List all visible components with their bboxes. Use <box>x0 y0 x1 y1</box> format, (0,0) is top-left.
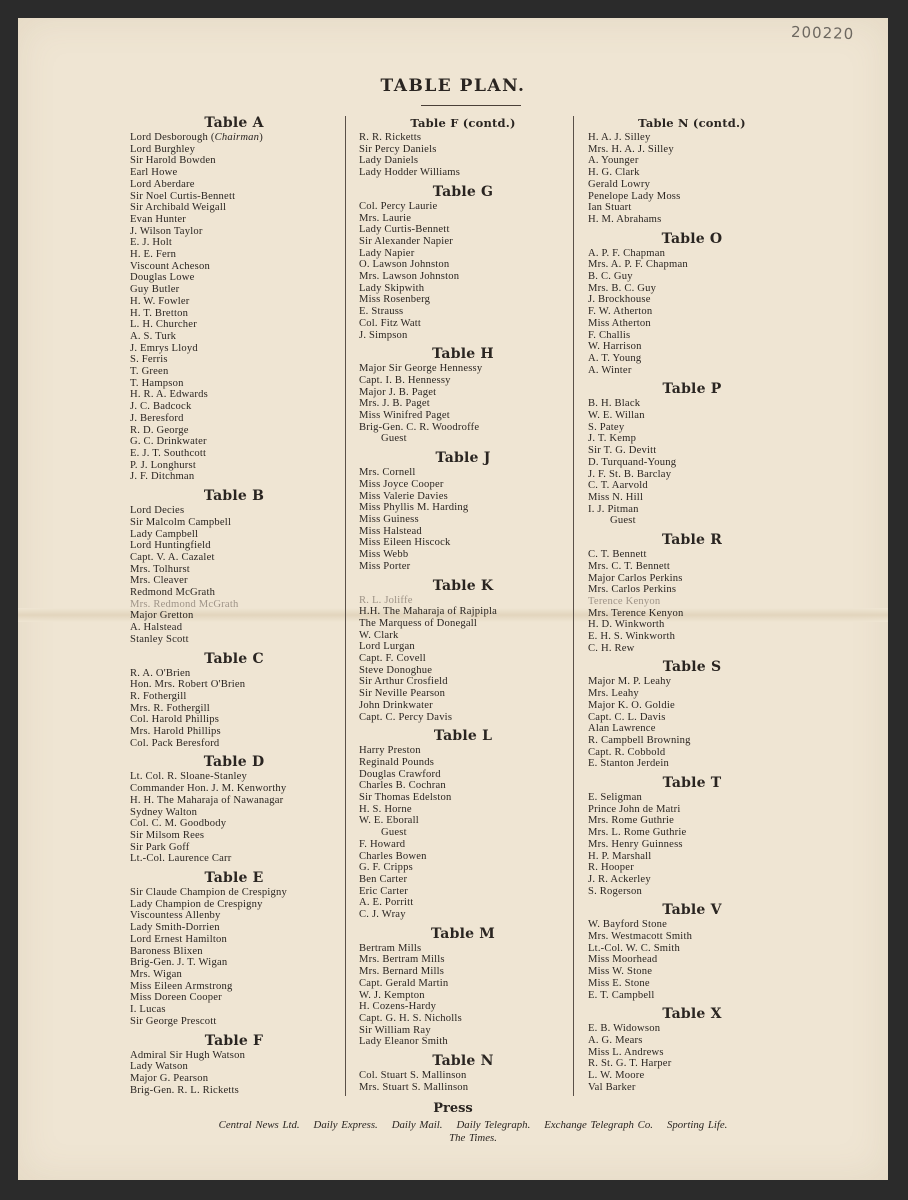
guest-name: Col. C. M. Goodbody <box>130 818 227 830</box>
guest-name: Mrs. R. Fothergill <box>130 702 210 714</box>
guest-name: H. M. Abrahams <box>588 213 662 225</box>
table-heading: Table J <box>435 450 491 467</box>
table-block-table-c <box>130 651 338 750</box>
guest-name: Lady Smith-Dorrien <box>130 922 220 934</box>
guest-name: Ben Carter <box>359 873 408 885</box>
guest-name: I. J. Pitman <box>588 503 639 515</box>
guest-name: Sir Archibald Weigall <box>130 202 227 214</box>
guest-name: Miss W. Stone <box>588 966 653 978</box>
guest-name: Mrs. B. C. Guy <box>588 282 657 294</box>
guest-name: Major K. O. Goldie <box>588 699 675 711</box>
guest-name: Mrs. Cleaver <box>130 575 188 587</box>
table-heading: Table V <box>662 902 722 919</box>
guest-name: Capt. C. L. Davis <box>588 711 666 723</box>
table-block-table-v <box>588 902 796 1001</box>
guest-name: Mrs. Bernard Mills <box>359 966 445 978</box>
guest-name: Capt. C. Percy Davis <box>359 711 453 723</box>
table-heading: Table O <box>661 230 723 247</box>
guest-name: J. R. Ackerley <box>588 873 651 885</box>
guest-name: R. A. O'Brien <box>130 667 191 679</box>
column-1 <box>130 115 338 1096</box>
guest-name: Lady Skipwith <box>359 282 425 294</box>
guest-name: Sir Alexander Napier <box>359 235 454 247</box>
guest-name: E. H. S. Winkworth <box>588 631 676 643</box>
guest-name: H. P. Marshall <box>588 850 652 862</box>
guest-name: A. Winter <box>588 364 632 376</box>
guest-name: Reginald Pounds <box>359 756 435 768</box>
guest-name: Sir Malcolm Campbell <box>130 516 232 528</box>
guest-name: Gerald Lowry <box>588 178 651 190</box>
guest-name: Sir Claude Champion de Crespigny <box>130 887 288 899</box>
guest-name: Alan Lawrence <box>588 723 656 735</box>
guest-name: J. T. Kemp <box>588 433 637 445</box>
guest-name: D. Turquand-Young <box>588 456 677 468</box>
guest-name: Mrs. J. B. Paget <box>359 398 430 410</box>
table-block-table-d <box>130 754 338 865</box>
guest-name: Miss E. Stone <box>588 977 650 989</box>
guest-name: Col. Stuart S. Mallinson <box>359 1070 467 1082</box>
guest-name: P. J. Longhurst <box>130 459 196 471</box>
guest-name: L. H. Churcher <box>130 319 197 331</box>
guest-name: L. W. Moore <box>588 1070 645 1082</box>
guest-name: C. T. Aarvold <box>588 480 648 492</box>
guest-name: R. Fothergill <box>130 690 187 702</box>
table-heading: Table E <box>204 870 264 887</box>
guest-name: Penelope Lady Moss <box>588 190 681 202</box>
press-outlet: Daily Telegraph. <box>456 1119 531 1131</box>
guest-name: J. Emrys Lloyd <box>130 342 198 354</box>
guest-name: Lord Desborough (Chairman) <box>130 132 263 143</box>
guest-name: Miss Moorhead <box>588 954 658 966</box>
guest-name: Miss Winifred Paget <box>359 410 450 422</box>
table-block-table-p <box>588 381 796 527</box>
guest-name: Capt. R. Cobbold <box>588 746 666 758</box>
guest-name: A. P. F. Chapman <box>588 247 666 259</box>
guest-name: Capt. Gerald Martin <box>359 977 449 989</box>
guest-name: F. Howard <box>359 838 406 850</box>
guest-name: H. E. Fern <box>130 249 177 261</box>
guest-name: Major J. B. Paget <box>359 386 437 398</box>
guest-name: Guest <box>381 827 407 839</box>
guest-name: B. H. Black <box>588 398 641 410</box>
press-outlet: Daily Mail. <box>391 1119 443 1131</box>
guest-name: Mrs. Cornell <box>359 467 416 479</box>
guest-name: Miss Doreen Cooper <box>130 992 222 1004</box>
guest-name: Major G. Pearson <box>130 1072 209 1084</box>
guest-name: Capt. F. Covell <box>359 653 426 665</box>
guest-name: Sir William Ray <box>359 1024 431 1036</box>
table-block-table-r <box>588 532 796 654</box>
guest-name: Miss Rosenberg <box>359 294 431 306</box>
guest-name: Mrs. Bertram Mills <box>359 954 445 966</box>
table-block-table-l <box>359 728 567 921</box>
guest-name: Capt. V. A. Cazalet <box>130 551 215 563</box>
guest-name: The Marquess of Donegall <box>359 617 478 629</box>
guest-name: T. Hampson <box>130 377 184 389</box>
guest-name: S. Patey <box>588 421 625 433</box>
press-outlet: Sporting Life. <box>666 1119 728 1131</box>
guest-name: Mrs. A. P. F. Chapman <box>588 259 688 271</box>
guest-name: Lady Napier <box>359 247 415 259</box>
guest-name: H. G. Clark <box>588 167 640 179</box>
guest-name: Mrs. Laurie <box>359 212 412 224</box>
guest-name: Baroness Blixen <box>130 945 203 957</box>
guest-name: Commander Hon. J. M. Kenworthy <box>130 783 287 795</box>
guest-name: A. Halstead <box>130 622 183 634</box>
guest-name: Sir George Prescott <box>130 1015 217 1027</box>
guest-name: Mrs. Harold Phillips <box>130 726 221 738</box>
guest-name: Viscount Acheson <box>130 260 210 272</box>
guest-name: Mrs. Carlos Perkins <box>588 584 677 596</box>
table-heading: Table F <box>204 1032 264 1049</box>
guest-name: W. Harrison <box>588 341 642 353</box>
guest-name: Mrs. Redmond McGrath <box>130 598 239 610</box>
guest-name: Mrs. L. Rome Guthrie <box>588 827 687 839</box>
guest-name: Col. Harold Phillips <box>130 714 220 726</box>
guest-name: Lady Daniels <box>359 155 419 167</box>
guest-name: Sir Park Goff <box>130 841 190 853</box>
guest-name: Mrs. Tolhurst <box>130 563 190 575</box>
guest-name: Major Carlos Perkins <box>588 572 683 584</box>
table-heading: Table A <box>204 115 264 131</box>
guest-name: Brig-Gen. J. T. Wigan <box>130 957 228 969</box>
guest-name: H. D. Winkworth <box>588 619 665 631</box>
archive-number: 200220 <box>790 22 855 44</box>
guest-name: C. T. Bennett <box>588 549 647 561</box>
guest-name: Douglas Lowe <box>130 272 195 284</box>
guest-name: Miss Eileen Hiscock <box>359 537 451 549</box>
table-block-table-h <box>359 346 567 445</box>
guest-name: Viscountess Allenby <box>130 910 221 922</box>
guest-name: Brig-Gen. R. L. Ricketts <box>130 1084 239 1096</box>
guest-name: Mrs. H. A. J. Silley <box>588 143 674 155</box>
title-underline <box>421 105 521 106</box>
guest-name: Mrs. C. T. Bennett <box>588 560 671 572</box>
guest-name: E. Strauss <box>359 306 404 318</box>
guest-name: Mrs. Henry Guinness <box>588 838 683 850</box>
table-heading: Table T <box>662 775 722 792</box>
guest-name: Miss Eileen Armstrong <box>130 980 233 992</box>
guest-name: R. L. Joliffe <box>359 594 413 606</box>
table-block-table-j <box>359 450 567 572</box>
table-block-table-s <box>588 659 796 770</box>
table-heading: Table R <box>661 532 723 549</box>
table-block-table-b <box>130 488 338 645</box>
table-block-table-e <box>130 870 338 1027</box>
guest-name: John Drinkwater <box>359 699 433 711</box>
guest-name: J. F. St. B. Barclay <box>588 468 672 480</box>
guest-name: Terence Kenyon <box>588 595 661 607</box>
table-block-table-k <box>359 578 567 724</box>
guest-name: Lt.-Col. W. C. Smith <box>588 942 681 954</box>
guest-name: Mrs. Leahy <box>588 688 639 700</box>
guest-name: Capt. I. B. Hennessy <box>359 374 451 386</box>
guest-name: Miss Joyce Cooper <box>359 478 444 490</box>
document-page <box>18 18 888 1180</box>
guest-name: R. Hooper <box>588 862 634 874</box>
guest-name: Lady Campbell <box>130 528 199 540</box>
guest-name: H. R. A. Edwards <box>130 389 208 401</box>
guest-name: Bertram Mills <box>359 942 422 954</box>
guest-name: Earl Howe <box>130 167 178 179</box>
guest-name: G. F. Cripps <box>359 862 413 874</box>
guest-name: Lord Decies <box>130 505 185 517</box>
guest-name: Lady Hodder Williams <box>359 167 461 179</box>
table-block-table-x <box>588 1006 796 1093</box>
guest-name: W. E. Eborall <box>359 815 419 827</box>
press-outlet: Central News Ltd. <box>218 1119 300 1131</box>
guest-name: E. J. T. Southcott <box>130 447 207 459</box>
guest-name: Lady Curtis-Bennett <box>359 224 450 236</box>
press-outlet: Daily Express. <box>313 1119 378 1131</box>
guest-name: Lt.-Col. Laurence Carr <box>130 853 232 865</box>
table-heading: Table C <box>204 650 264 667</box>
guest-name: Hon. Mrs. Robert O'Brien <box>130 679 246 691</box>
table-heading: Table M <box>431 925 495 942</box>
guest-name: Mrs. Wigan <box>130 969 182 980</box>
guest-name: A. Younger <box>588 155 639 167</box>
guest-name: Eric Carter <box>359 885 408 897</box>
guest-name: A. G. Mears <box>588 1035 643 1046</box>
guest-name: Redmond McGrath <box>130 587 216 599</box>
guest-name: Miss Valerie Davies <box>359 490 448 502</box>
guest-name: R. R. Ricketts <box>359 132 422 143</box>
guest-name: Miss Webb <box>359 549 409 561</box>
guest-name: Col. Pack Beresford <box>130 737 220 749</box>
column-3 <box>588 115 796 1094</box>
guest-name: F. W. Atherton <box>588 306 653 318</box>
guest-name: J. Beresford <box>130 412 184 424</box>
guest-name: Miss N. Hill <box>588 491 644 503</box>
table-block-table-g <box>359 184 567 341</box>
guest-name: Mrs. Stuart S. Mallinson <box>359 1081 469 1093</box>
table-heading: Table N (contd.) <box>638 116 746 130</box>
guest-name: Lord Aberdare <box>130 178 195 190</box>
guest-name: Col. Percy Laurie <box>359 200 438 212</box>
guest-name: T. Green <box>130 366 169 378</box>
press-outlet: Exchange Telegraph Co. <box>544 1119 653 1131</box>
guest-name: Sir T. G. Devitt <box>588 445 657 457</box>
table-heading: Table L <box>433 728 493 745</box>
guest-name: Sir Neville Pearson <box>359 688 446 700</box>
guest-name: H. S. Horne <box>359 803 412 815</box>
guest-name: Miss Phyllis M. Harding <box>359 502 469 514</box>
table-heading: Table B <box>203 488 265 505</box>
guest-name: Miss Porter <box>359 560 411 572</box>
guest-name: W. Clark <box>359 629 399 641</box>
guest-name: Brig-Gen. C. R. Woodroffe <box>359 421 480 433</box>
table-block-table-o <box>588 231 796 377</box>
guest-name: Val Barker <box>588 1081 636 1093</box>
table-block-table-m <box>359 926 567 1048</box>
guest-name: Lady Watson <box>130 1061 188 1073</box>
guest-name: Major M. P. Leahy <box>588 676 672 688</box>
guest-name: R. Campbell Browning <box>588 734 691 746</box>
guest-name: Guest <box>610 515 636 527</box>
guest-name: J. Brockhouse <box>588 294 651 306</box>
guest-name: Lord Burghley <box>130 143 196 155</box>
guest-name: Sir Arthur Crosfield <box>359 676 448 688</box>
guest-name: J. Simpson <box>359 329 408 341</box>
guest-name: Guy Butler <box>130 284 180 296</box>
guest-name: Lady Eleanor Smith <box>359 1036 448 1048</box>
guest-name: Sydney Walton <box>130 806 198 818</box>
guest-name: A. S. Turk <box>130 330 177 342</box>
guest-name: Lord Lurgan <box>359 641 415 653</box>
guest-name: S. Ferris <box>130 354 168 366</box>
guest-name: Sir Milsom Rees <box>130 829 205 841</box>
guest-name: I. Lucas <box>130 1004 166 1016</box>
guest-name: J. Wilson Taylor <box>130 225 203 237</box>
guest-name: Sir Percy Daniels <box>359 143 437 155</box>
guest-name: S. Rogerson <box>588 885 642 897</box>
guest-name: G. C. Drinkwater <box>130 436 207 448</box>
table-heading: Table H <box>432 346 494 363</box>
guest-name: H. Cozens-Hardy <box>359 1001 437 1013</box>
guest-name: Sir Thomas Edelston <box>359 792 452 804</box>
guest-name: Charles B. Cochran <box>359 780 446 792</box>
guest-name: B. C. Guy <box>588 271 633 283</box>
guest-name: Douglas Crawford <box>359 768 441 780</box>
guest-name: Sir Harold Bowden <box>130 155 216 167</box>
guest-name: H. T. Bretton <box>130 307 189 319</box>
guest-name: Sir Noel Curtis-Bennett <box>130 190 236 202</box>
table-heading: Table G <box>432 183 494 200</box>
table-block-table-f-contd <box>359 115 567 179</box>
table-block-table-a <box>130 115 338 483</box>
guest-name: O. Lawson Johnston <box>359 259 450 271</box>
guest-name: Major Gretton <box>130 610 194 622</box>
guest-name: J. F. Ditchman <box>130 471 195 483</box>
table-heading: Table K <box>432 577 494 594</box>
table-block-table-n-contd <box>588 115 796 226</box>
guest-name: Miss Atherton <box>588 317 651 329</box>
column-2 <box>359 115 567 1094</box>
press-outlet: The Times. <box>449 1132 497 1144</box>
guest-name: A. T. Young <box>588 352 642 364</box>
guest-name: Lady Champion de Crespigny <box>130 898 263 910</box>
guest-name: Charles Bowen <box>359 850 427 862</box>
guest-name: C. J. Wray <box>359 909 406 921</box>
guest-name: Admiral Sir Hugh Watson <box>130 1049 246 1061</box>
guest-name: Capt. G. H. S. Nicholls <box>359 1013 462 1024</box>
guest-name: R. D. George <box>130 424 189 436</box>
press-outlets <box>128 1119 818 1145</box>
guest-name: Lord Huntingfield <box>130 540 211 552</box>
guest-name: Mrs. Lawson Johnston <box>359 271 460 283</box>
guest-name: E. Seligman <box>588 792 642 804</box>
guest-name: Miss Guiness <box>359 513 419 525</box>
guest-name: W. J. Kempton <box>359 989 425 1001</box>
guest-name: Miss Halstead <box>359 525 422 537</box>
column-divider-2 <box>573 116 574 1096</box>
guest-name: Prince John de Matri <box>588 803 681 815</box>
guest-name: A. E. Porritt <box>359 897 414 909</box>
guest-name: E. T. Campbell <box>588 989 655 1001</box>
press-heading: Press <box>433 1101 473 1116</box>
table-block-table-n <box>359 1053 567 1093</box>
table-heading: Table X <box>662 1006 722 1023</box>
guest-name: Evan Hunter <box>130 213 187 225</box>
guest-name: Steve Donoghue <box>359 664 433 676</box>
guest-name: E. B. Widowson <box>588 1023 661 1035</box>
guest-name: E. J. Holt <box>130 237 173 249</box>
guest-name: Miss L. Andrews <box>588 1046 664 1058</box>
guest-name: W. E. Willan <box>588 410 645 422</box>
guest-name: W. Bayford Stone <box>588 919 668 931</box>
guest-name: H. W. Fowler <box>130 295 190 307</box>
guest-name: Lord Ernest Hamilton <box>130 933 227 945</box>
table-block-table-f <box>130 1033 338 1097</box>
guest-name: H.H. The Maharaja of Rajpipla <box>359 606 497 618</box>
guest-name: H. H. The Maharaja of Nawanagar <box>130 794 284 806</box>
guest-name: C. H. Rew <box>588 642 635 654</box>
table-block-table-t <box>588 775 796 897</box>
guest-name: J. C. Badcock <box>130 401 192 413</box>
page-title: TABLE PLAN. <box>380 76 526 96</box>
table-heading: Table F (contd.) <box>410 116 516 130</box>
guest-name: Ian Stuart <box>588 202 632 214</box>
table-heading: Table S <box>662 659 722 676</box>
guest-name: Guest <box>381 433 407 445</box>
guest-name: F. Challis <box>588 329 631 341</box>
guest-name: Col. Fitz Watt <box>359 317 422 329</box>
guest-name: Mrs. Terence Kenyon <box>588 607 684 619</box>
guest-name: H. A. J. Silley <box>588 132 651 143</box>
guest-name: Major Sir George Hennessy <box>359 363 483 375</box>
guest-name: Mrs. Rome Guthrie <box>588 815 675 827</box>
table-heading: Table P <box>662 381 722 398</box>
guest-name: Lt. Col. R. Sloane-Stanley <box>130 771 248 783</box>
guest-name: E. Stanton Jerdein <box>588 758 669 770</box>
table-heading: Table N <box>432 1053 494 1070</box>
column-divider-1 <box>345 116 346 1096</box>
guest-name: Harry Preston <box>359 745 421 757</box>
guest-name: Stanley Scott <box>130 633 189 645</box>
guest-name: R. St. G. T. Harper <box>588 1058 672 1070</box>
table-heading: Table D <box>203 754 265 771</box>
guest-name: Mrs. Westmacott Smith <box>588 931 693 943</box>
